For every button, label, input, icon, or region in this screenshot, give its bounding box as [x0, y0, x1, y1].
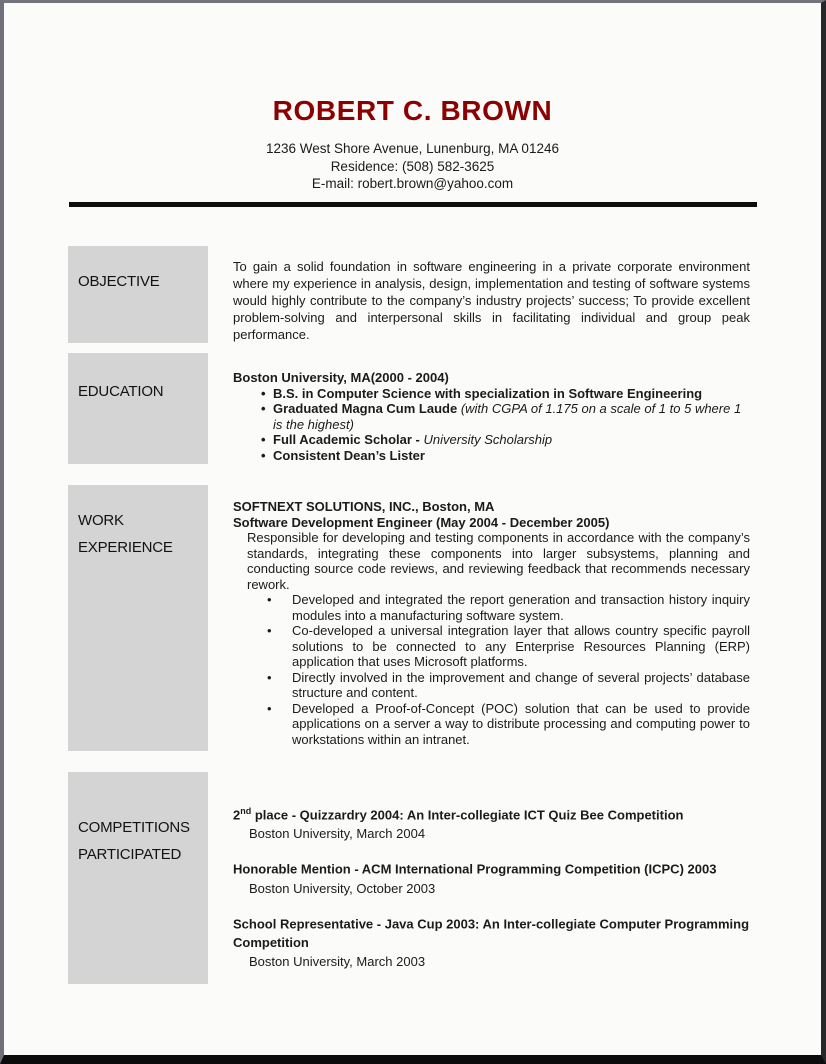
competition-title-prefix: 2 [233, 807, 241, 823]
competition-entry [233, 911, 750, 971]
education-bullet-bold: B.S. in Computer Science with specialization in Software Engineering [273, 385, 703, 401]
competition-detail: Boston University, March 2003 [249, 953, 426, 969]
education-bullet [233, 432, 750, 448]
section-objective [68, 246, 760, 343]
competition-detail: Boston University, October 2003 [249, 880, 436, 896]
work-bullet: • Directly involved in the improvement and change of several projects’ database structure and content. [233, 670, 750, 701]
work-bullet: • Developed and integrated the report generation and transaction history inquiry modules into a manufacturing software system. [233, 592, 750, 623]
email-line: E-mail: robert.brown@yahoo.com [311, 176, 514, 191]
contact-block [4, 140, 821, 193]
education-label-box [68, 353, 208, 464]
competition-title-superscript: nd [240, 806, 252, 816]
work-summary-paragraph: Responsible for developing and testing components in accordance with the company’s standards, integrating these components into larger subsystems, planning and conducting source code reviews, and reviewing feedback that recommends necessary rework. [247, 530, 750, 592]
objective-text: To gain a solid foundation in software engineering in a private corporate environment where my experience in analysis, design, implementation and testing of software systems would highly contribute to the company’s industry projects’ success; To provide excellent problem-solving and interpersonal skills in facilitating individual and group peak performance. [233, 259, 750, 342]
residence-phone-line: Residence: (508) 582-3625 [330, 158, 495, 174]
education-bullet-list [233, 386, 750, 464]
competitions-content [233, 772, 750, 984]
competition-entry [233, 856, 750, 897]
work-job-title-line: Software Development Engineer (May 2004 - December 2005) [233, 514, 610, 530]
address-line: 1236 West Shore Avenue, Lunenburg, MA 01246 [266, 141, 559, 156]
competition-title-text: place - Quizzardry 2004: An Inter-collegiate ICT Quiz Bee Competition [251, 807, 684, 823]
header-divider-rule [69, 202, 757, 207]
competition-title [233, 911, 750, 952]
competition-title [233, 802, 750, 824]
competitions-label-line2: PARTICIPATED [78, 846, 182, 863]
page-title: ROBERT C. BROWN [272, 95, 553, 126]
education-bullet [233, 448, 750, 464]
education-bullet-italic: University Scholarship [423, 432, 553, 447]
education-label: EDUCATION [78, 383, 164, 400]
education-bullet-bold: Full Academic Scholar - [273, 432, 424, 447]
work-label-line1: WORK [78, 512, 124, 529]
work-company-line: SOFTNEXT SOLUTIONS, INC., Boston, MA [233, 499, 495, 514]
education-bullet [233, 386, 750, 402]
section-education [68, 353, 760, 464]
education-school-line: Boston University, MA(2000 - 2004) [233, 370, 449, 385]
resume-header [4, 3, 821, 207]
education-bullet-bold: Consistent Dean’s Lister [273, 447, 425, 463]
section-competitions [68, 772, 760, 984]
competition-title [233, 856, 750, 878]
education-bullet-bold: Graduated Magna Cum Laude [273, 401, 458, 416]
competition-entry [233, 802, 750, 843]
objective-label-box [68, 246, 208, 343]
competition-title-text: Honorable Mention - ACM International Programming Competition (ICPC) 2003 [233, 861, 717, 877]
objective-label: OBJECTIVE [78, 273, 160, 290]
work-bullet-list [233, 592, 750, 747]
competition-detail: Boston University, March 2004 [249, 826, 426, 842]
work-bullet: • Co-developed a universal integration layer that allows country specific payroll solutions to be connected to any Enterprise Resources Planning (ERP) application that uses Microsoft platforms. [233, 623, 750, 670]
work-experience-content [233, 485, 750, 751]
work-experience-label-box [68, 485, 208, 751]
competition-title-text: School Representative - Java Cup 2003: An Inter-collegiate Computer Programming Competition [233, 915, 750, 950]
education-content [233, 353, 750, 464]
education-bullet [233, 401, 750, 432]
work-label-line2: EXPERIENCE [78, 539, 173, 556]
work-bullet: • Developed a Proof-of-Concept (POC) solution that can be used to provide applications on a server a way to distribute processing and computing power to workstations within an intranet. [233, 701, 750, 748]
education-bullet-italic: (with CGPA of 1.175 on a scale of 1 to 5 where 1 is the highest) [273, 401, 742, 432]
competitions-label-box [68, 772, 208, 984]
competitions-label-line1: COMPETITIONS [78, 819, 190, 836]
section-work-experience [68, 485, 760, 751]
